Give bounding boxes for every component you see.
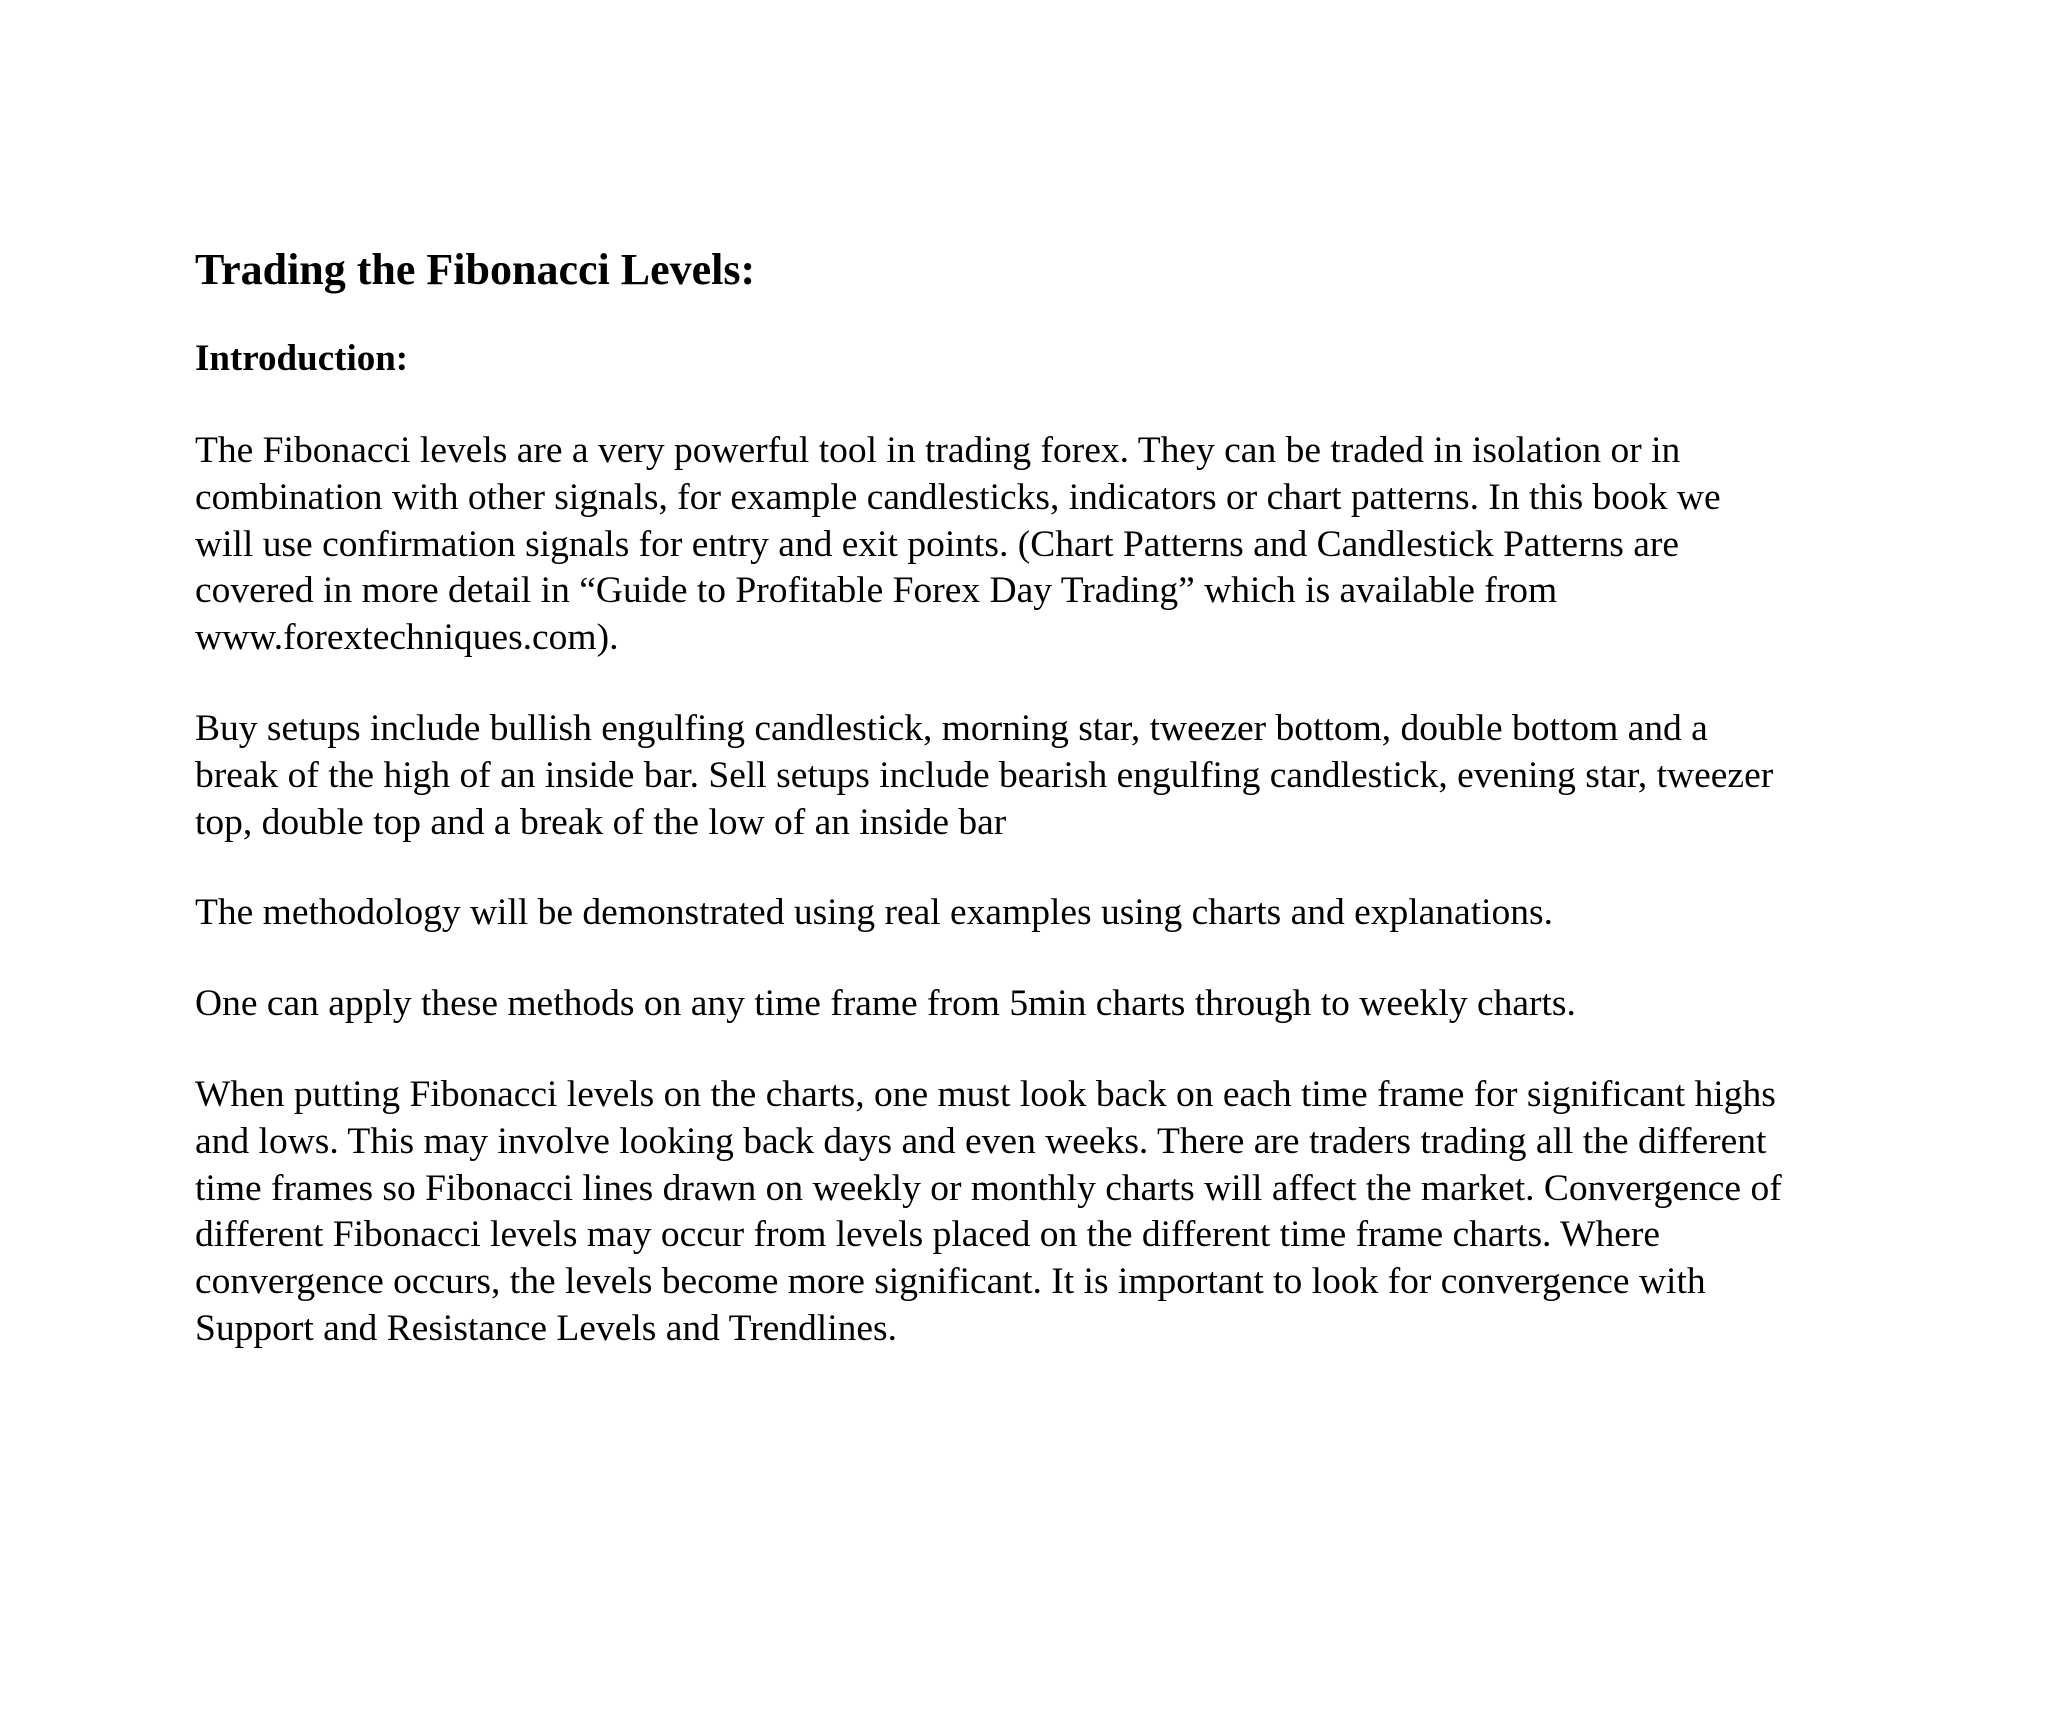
text-line: top, double top and a break of the low of an inside bar [195, 801, 1007, 843]
document-title: Trading the Fibonacci Levels: [195, 245, 756, 294]
paragraph-setups [195, 706, 1955, 846]
text-line: One can apply these methods on any time frame from 5min charts through to weekly charts. [195, 983, 1576, 1025]
text-line: Buy setups include bullish engulfing candlestick, morning star, tweezer bottom, double bottom and a [195, 707, 1708, 749]
paragraph-methodology [195, 890, 1955, 937]
text-line: www.forextechniques.com). [195, 617, 619, 659]
text-line: different Fibonacci levels may occur from levels placed on the different time frame charts. Where [195, 1214, 1661, 1256]
text-line: covered in more detail in “Guide to Profitable Forex Day Trading” which is available from [195, 570, 1558, 612]
text-line: break of the high of an inside bar. Sell setups include bearish engulfing candlestick, evening star, tweezer [195, 754, 1774, 796]
text-line: The Fibonacci levels are a very powerful tool in trading forex. They can be traded in isolation or in [195, 430, 1681, 471]
section-heading-introduction: Introduction: [195, 338, 409, 379]
text-line: combination with other signals, for example candlesticks, indicators or chart patterns. In this book we [195, 476, 1721, 518]
document-content [195, 240, 1955, 1353]
text-line: When putting Fibonacci levels on the charts, one must look back on each time frame for significant highs [195, 1073, 1776, 1115]
paragraph-convergence [195, 1072, 1955, 1353]
text-line: and lows. This may involve looking back days and even weeks. There are traders trading all the different [195, 1120, 1767, 1162]
text-line: will use confirmation signals for entry and exit points. (Chart Patterns and Candlestick Patterns are [195, 523, 1680, 565]
paragraph-fibonacci-overview [195, 428, 1955, 662]
text-line: time frames so Fibonacci lines drawn on weekly or monthly charts will affect the market. Convergence of [195, 1167, 1782, 1209]
text-line: Support and Resistance Levels and Trendlines. [195, 1307, 897, 1349]
paragraph-time-frames [195, 981, 1955, 1028]
text-line: convergence occurs, the levels become more significant. It is important to look for convergence with [195, 1261, 1706, 1303]
text-line: The methodology will be demonstrated using real examples using charts and explanations. [195, 892, 1554, 934]
